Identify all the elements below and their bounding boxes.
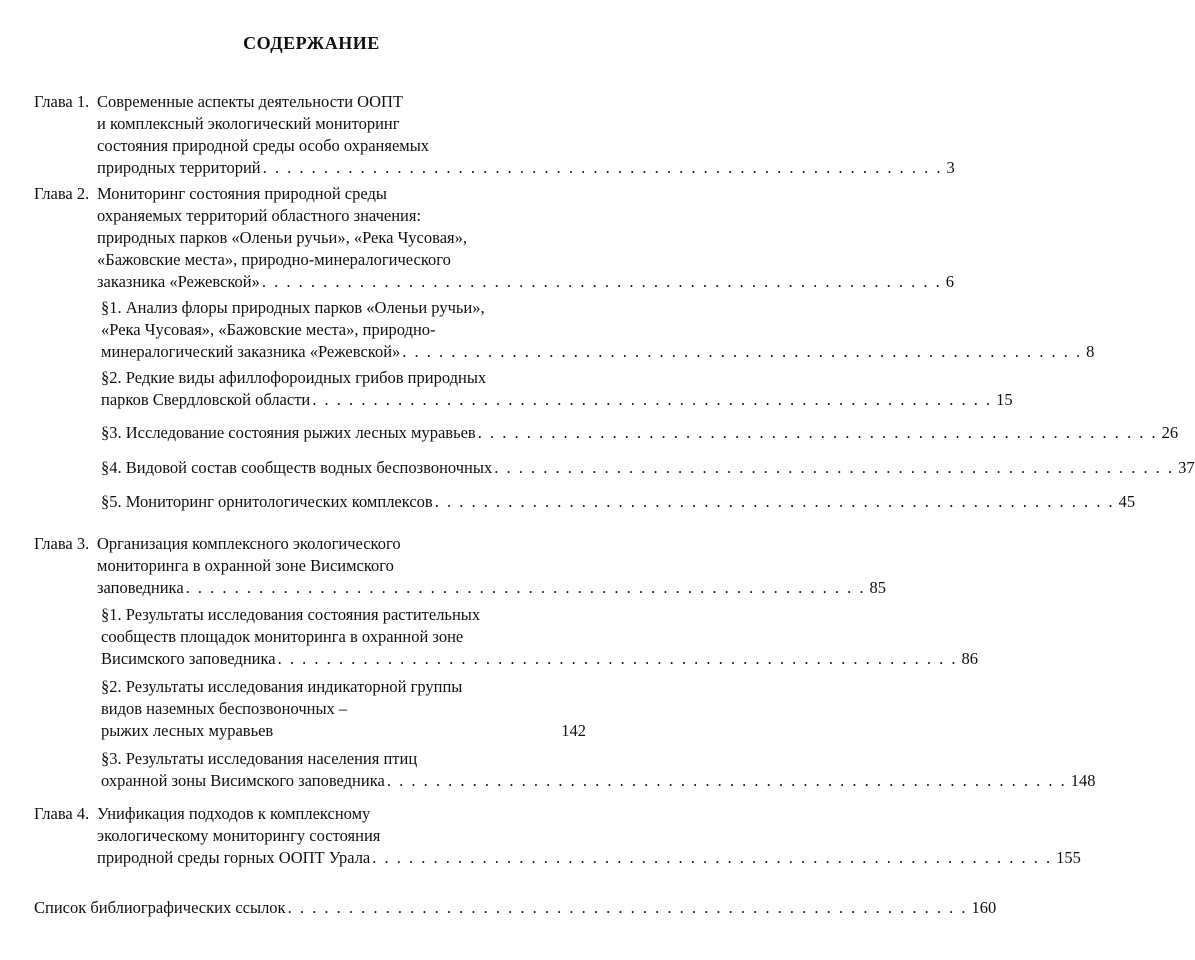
toc-entry-chapter-2[interactable] xyxy=(34,183,955,293)
entry-line: Современные аспекты деятельности ООПТ xyxy=(97,92,404,111)
entry-line: заповедника xyxy=(97,578,184,597)
entry-line: §5. Мониторинг орнитологических комплексов xyxy=(101,492,433,511)
leader-dots: . . . . . . . . . . . . . . . . . . . . . . . . . . . . . . . . . . . . . . . . . . . . . . . . . . . . . . . . xyxy=(477,423,1158,442)
chapter-label: Глава 4. xyxy=(34,804,90,823)
leader-dots: . . . . . . . . . . . . . . . . . . . . . . . . . . . . . . . . . . . . . . . . . . . . . . . . . . . . . . . . xyxy=(386,771,1067,790)
entry-line: видов наземных беспозвоночных – xyxy=(101,699,348,718)
entry-line: §1. Результаты исследования состояния растительных xyxy=(101,605,481,624)
entry-line: «Река Чусовая», «Бажовские места», природно- xyxy=(101,320,436,339)
entry-line: сообществ площадок мониторинга в охранной зоне xyxy=(101,627,464,646)
leader-dots: . . . . . . . . . . . . . . . . . . . . . . . . . . . . . . . . . . . . . . . . . . . . . . . . . . . . . . . . xyxy=(312,390,993,409)
chapter-label: Глава 2. xyxy=(34,184,90,203)
entry-line: экологическому мониторингу состояния xyxy=(97,826,381,845)
page-number: 6 xyxy=(945,272,955,291)
page-number: 45 xyxy=(1118,492,1136,511)
entry-line: мониторинга в охранной зоне Висимского xyxy=(97,556,394,575)
entry-line: природных парков «Оленьи ручьи», «Река Чусовая», xyxy=(97,228,467,247)
entry-line: Мониторинг состояния природной среды xyxy=(97,184,387,203)
toc-entry-section-2-2[interactable] xyxy=(101,367,1013,411)
leader-dots: . . . . . . . . . . . . . . . . . . . . . . . . . . . . . . . . . . . . . . . . . . . . . . . . . . . . . . . . xyxy=(372,848,1053,867)
entry-line: Организация комплексного экологического xyxy=(97,534,401,553)
entry-line: природных территорий xyxy=(97,158,261,177)
entry-line: §2. Редкие виды афиллофороидных грибов природных xyxy=(101,368,487,387)
toc-entry-chapter-1[interactable] xyxy=(34,91,955,179)
toc-entry-chapter-3[interactable] xyxy=(34,533,887,599)
leader-dots: . . . . . . . . . . . . . . . . . . . . . . . . . . . . . . . . . . . . . . . . . . . . . . . . . . . . . . . . xyxy=(277,649,958,668)
entry-line: §2. Результаты исследования индикаторной группы xyxy=(101,677,463,696)
toc-entry-section-3-2[interactable] xyxy=(101,676,586,742)
entry-line: минералогический заказника «Режевской» xyxy=(101,342,401,361)
toc-entry-section-2-4[interactable] xyxy=(101,457,1195,479)
entry-line: §3. Результаты исследования населения птиц xyxy=(101,749,418,768)
page-number: 3 xyxy=(946,158,955,177)
page-number: 86 xyxy=(961,649,978,668)
page-number: 15 xyxy=(996,390,1013,409)
toc-entry-chapter-4[interactable] xyxy=(34,803,1081,869)
entry-line: Висимского заповедника xyxy=(101,649,276,668)
entry-line: Унификация подходов к комплексному xyxy=(97,804,371,823)
page-number: 142 xyxy=(561,721,586,740)
entry-line: «Бажовские места», природно-минералогического xyxy=(97,250,451,269)
page-number: 148 xyxy=(1070,771,1096,790)
page-number: 8 xyxy=(1086,342,1095,361)
toc-entry-section-2-3[interactable] xyxy=(101,422,1179,444)
leader-dots: . . . . . . . . . . . . . . . . . . . . . . . . . . . . . . . . . . . . . . . . . . . . . . . . . . . . . . . . xyxy=(261,272,942,291)
leader-dots: . . . . . . . . . . . . . . . . . . . . . . . . . . . . . . . . . . . . . . . . . . . . . . . . . . . . . . . . xyxy=(434,492,1115,511)
toc-entry-section-2-1[interactable] xyxy=(101,297,1095,363)
entry-line: рыжих лесных муравьев xyxy=(101,721,274,740)
chapter-label: Глава 1. xyxy=(34,92,90,111)
toc-entry-section-3-3[interactable] xyxy=(101,748,1096,792)
leader-dots: . . . . . . . . . . . . . . . . . . . . . . . . . . . . . . . . . . . . . . . . . . . . . . . . . . . . . . . . xyxy=(262,158,943,177)
entry-line: Список библиографических ссылок xyxy=(34,898,286,917)
entry-line: охраняемых территорий областного значения: xyxy=(97,206,422,225)
leader-dots: . . . . . . . . . . . . . . . . . . . . . . . . . . . . . . . . . . . . . . . . . . . . . . . . . . . . . . . . xyxy=(494,458,1175,477)
leader-dots: . . . . . . . . . . . . . . . . . . . . . . . . . . . . . . . . . . . . . . . . . . . . . . . . . . . . . . . . xyxy=(185,578,866,597)
entry-line: §4. Видовой состав сообществ водных беспозвоночных xyxy=(101,458,493,477)
entry-line: заказника «Режевской» xyxy=(97,272,260,291)
entry-line: состояния природной среды особо охраняемых xyxy=(97,136,430,155)
chapter-label: Глава 3. xyxy=(34,534,90,553)
leader-dots: . . . . . . . . . . . . . . . . . . . . . . . . . . . . . . . . . . . . . . . . . . . . . . . . . . . . . . . . xyxy=(287,898,968,917)
page-number: 37 xyxy=(1178,458,1195,477)
entry-line: парков Свердловской области xyxy=(101,390,311,409)
page-number: 155 xyxy=(1056,848,1081,867)
leader-dots: . . . . . . . . . . . . . . . . . . . . . . . . . . . . . . . . . . . . . . . . . . . . . . . . . . . . . . . . xyxy=(402,342,1083,361)
page-title: СОДЕРЖАНИЕ xyxy=(243,33,380,53)
toc-entry-bibliography[interactable] xyxy=(34,897,997,919)
entry-line: охранной зоны Висимского заповедника xyxy=(101,771,385,790)
page-number: 26 xyxy=(1161,423,1179,442)
toc-entry-section-2-5[interactable] xyxy=(101,491,1136,513)
entry-line: §1. Анализ флоры природных парков «Оленьи ручьи», xyxy=(101,298,485,317)
entry-line: §3. Исследование состояния рыжих лесных муравьев xyxy=(101,423,476,442)
page-number: 160 xyxy=(971,898,997,917)
entry-line: природной среды горных ООПТ Урала xyxy=(97,848,371,867)
toc-entry-section-3-1[interactable] xyxy=(101,604,978,670)
page-number: 85 xyxy=(869,578,887,597)
entry-line: и комплексный экологический мониторинг xyxy=(97,114,400,133)
